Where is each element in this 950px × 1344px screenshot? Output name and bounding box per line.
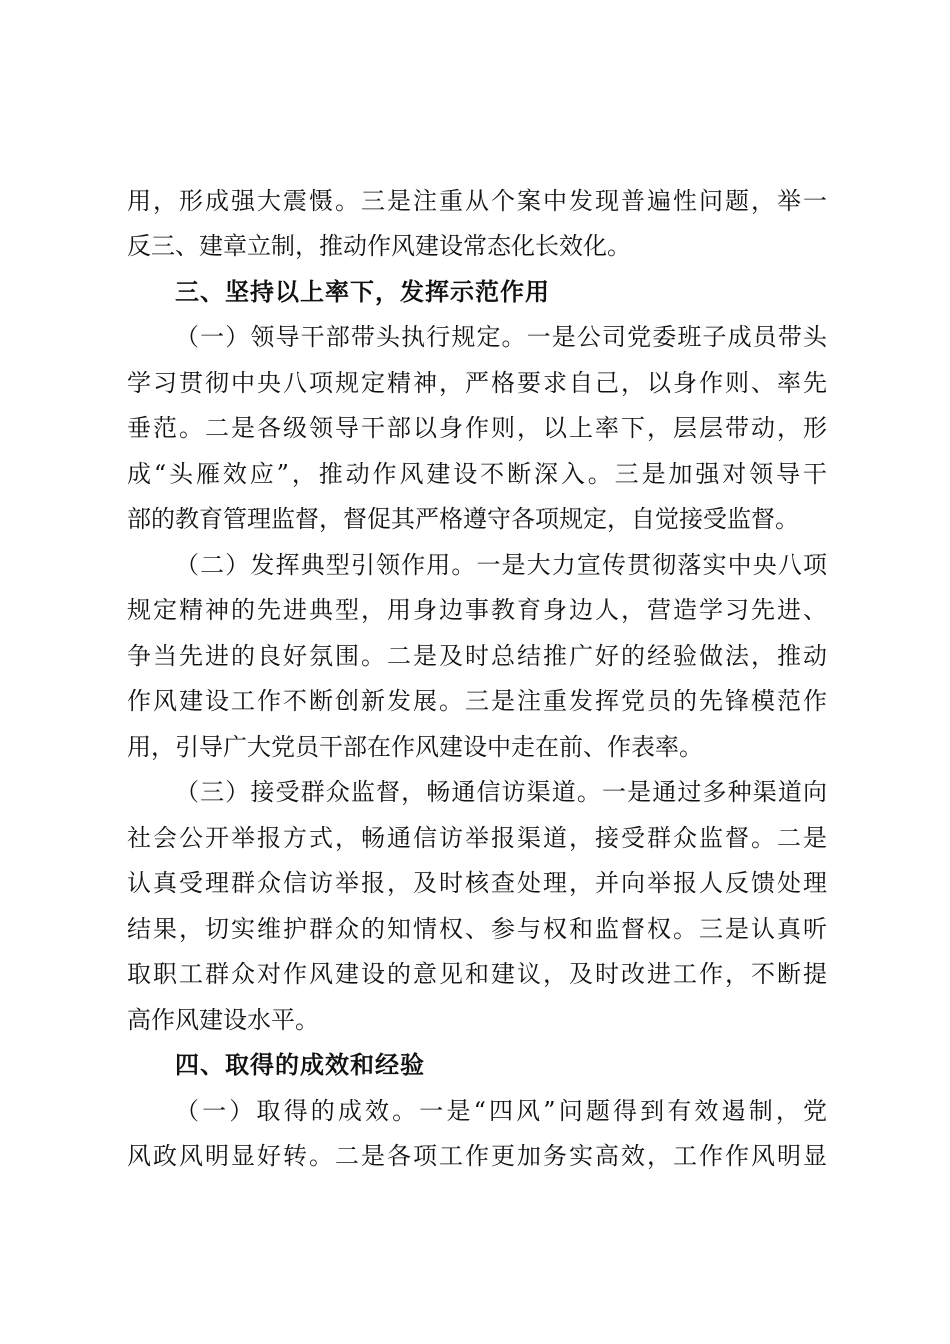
paragraph-line: 成“头雁效应”，推动作风建设不断深入。三是加强对领导干: [127, 460, 827, 488]
paragraph-line: 垂范。二是各级领导干部以身作则，以上率下，层层带动，形: [127, 414, 827, 442]
paragraph-line: 反三、建章立制，推动作风建设常态化长效化。: [127, 232, 631, 260]
paragraph-line: （一）取得的成效。一是“四风”问题得到有效遏制，党: [175, 1097, 827, 1125]
section-heading-3: 三、坚持以上率下，发挥示范作用: [175, 278, 550, 306]
paragraph-line: 高作风建设水平。: [127, 1006, 319, 1034]
section-heading-4: 四、取得的成效和经验: [175, 1051, 425, 1079]
paragraph-line: 部的教育管理监督，督促其严格遵守各项规定，自觉接受监督。: [127, 505, 799, 533]
paragraph-line: 结果，切实维护群众的知情权、参与权和监督权。三是认真听: [127, 915, 827, 943]
paragraph-line: （二）发挥典型引领作用。一是大力宣传贯彻落实中央八项: [175, 551, 827, 579]
paragraph-line: 认真受理群众信访举报，及时核查处理，并向举报人反馈处理: [127, 869, 827, 897]
paragraph-line: 用，引导广大党员干部在作风建设中走在前、作表率。: [127, 733, 703, 761]
paragraph-line: 学习贯彻中央八项规定精神，严格要求自己，以身作则、率先: [127, 369, 827, 397]
paragraph-line: 争当先进的良好氛围。二是及时总结推广好的经验做法，推动: [127, 642, 827, 670]
paragraph-line: （一）领导干部带头执行规定。一是公司党委班子成员带头: [175, 323, 827, 351]
paragraph-line: 用，形成强大震慑。三是注重从个案中发现普遍性问题，举一: [127, 187, 827, 215]
paragraph-line: 社会公开举报方式，畅通信访举报渠道，接受群众监督。二是: [127, 824, 827, 852]
paragraph-line: 作风建设工作不断创新发展。三是注重发挥党员的先锋模范作: [127, 687, 827, 715]
paragraph-line: 风政风明显好转。二是各项工作更加务实高效，工作作风明显: [127, 1142, 827, 1170]
paragraph-line: 规定精神的先进典型，用身边事教育身边人，营造学习先进、: [127, 596, 827, 624]
paragraph-line: （三）接受群众监督，畅通信访渠道。一是通过多种渠道向: [175, 778, 827, 806]
paragraph-line: 取职工群众对作风建设的意见和建议，及时改进工作，不断提: [127, 960, 827, 988]
